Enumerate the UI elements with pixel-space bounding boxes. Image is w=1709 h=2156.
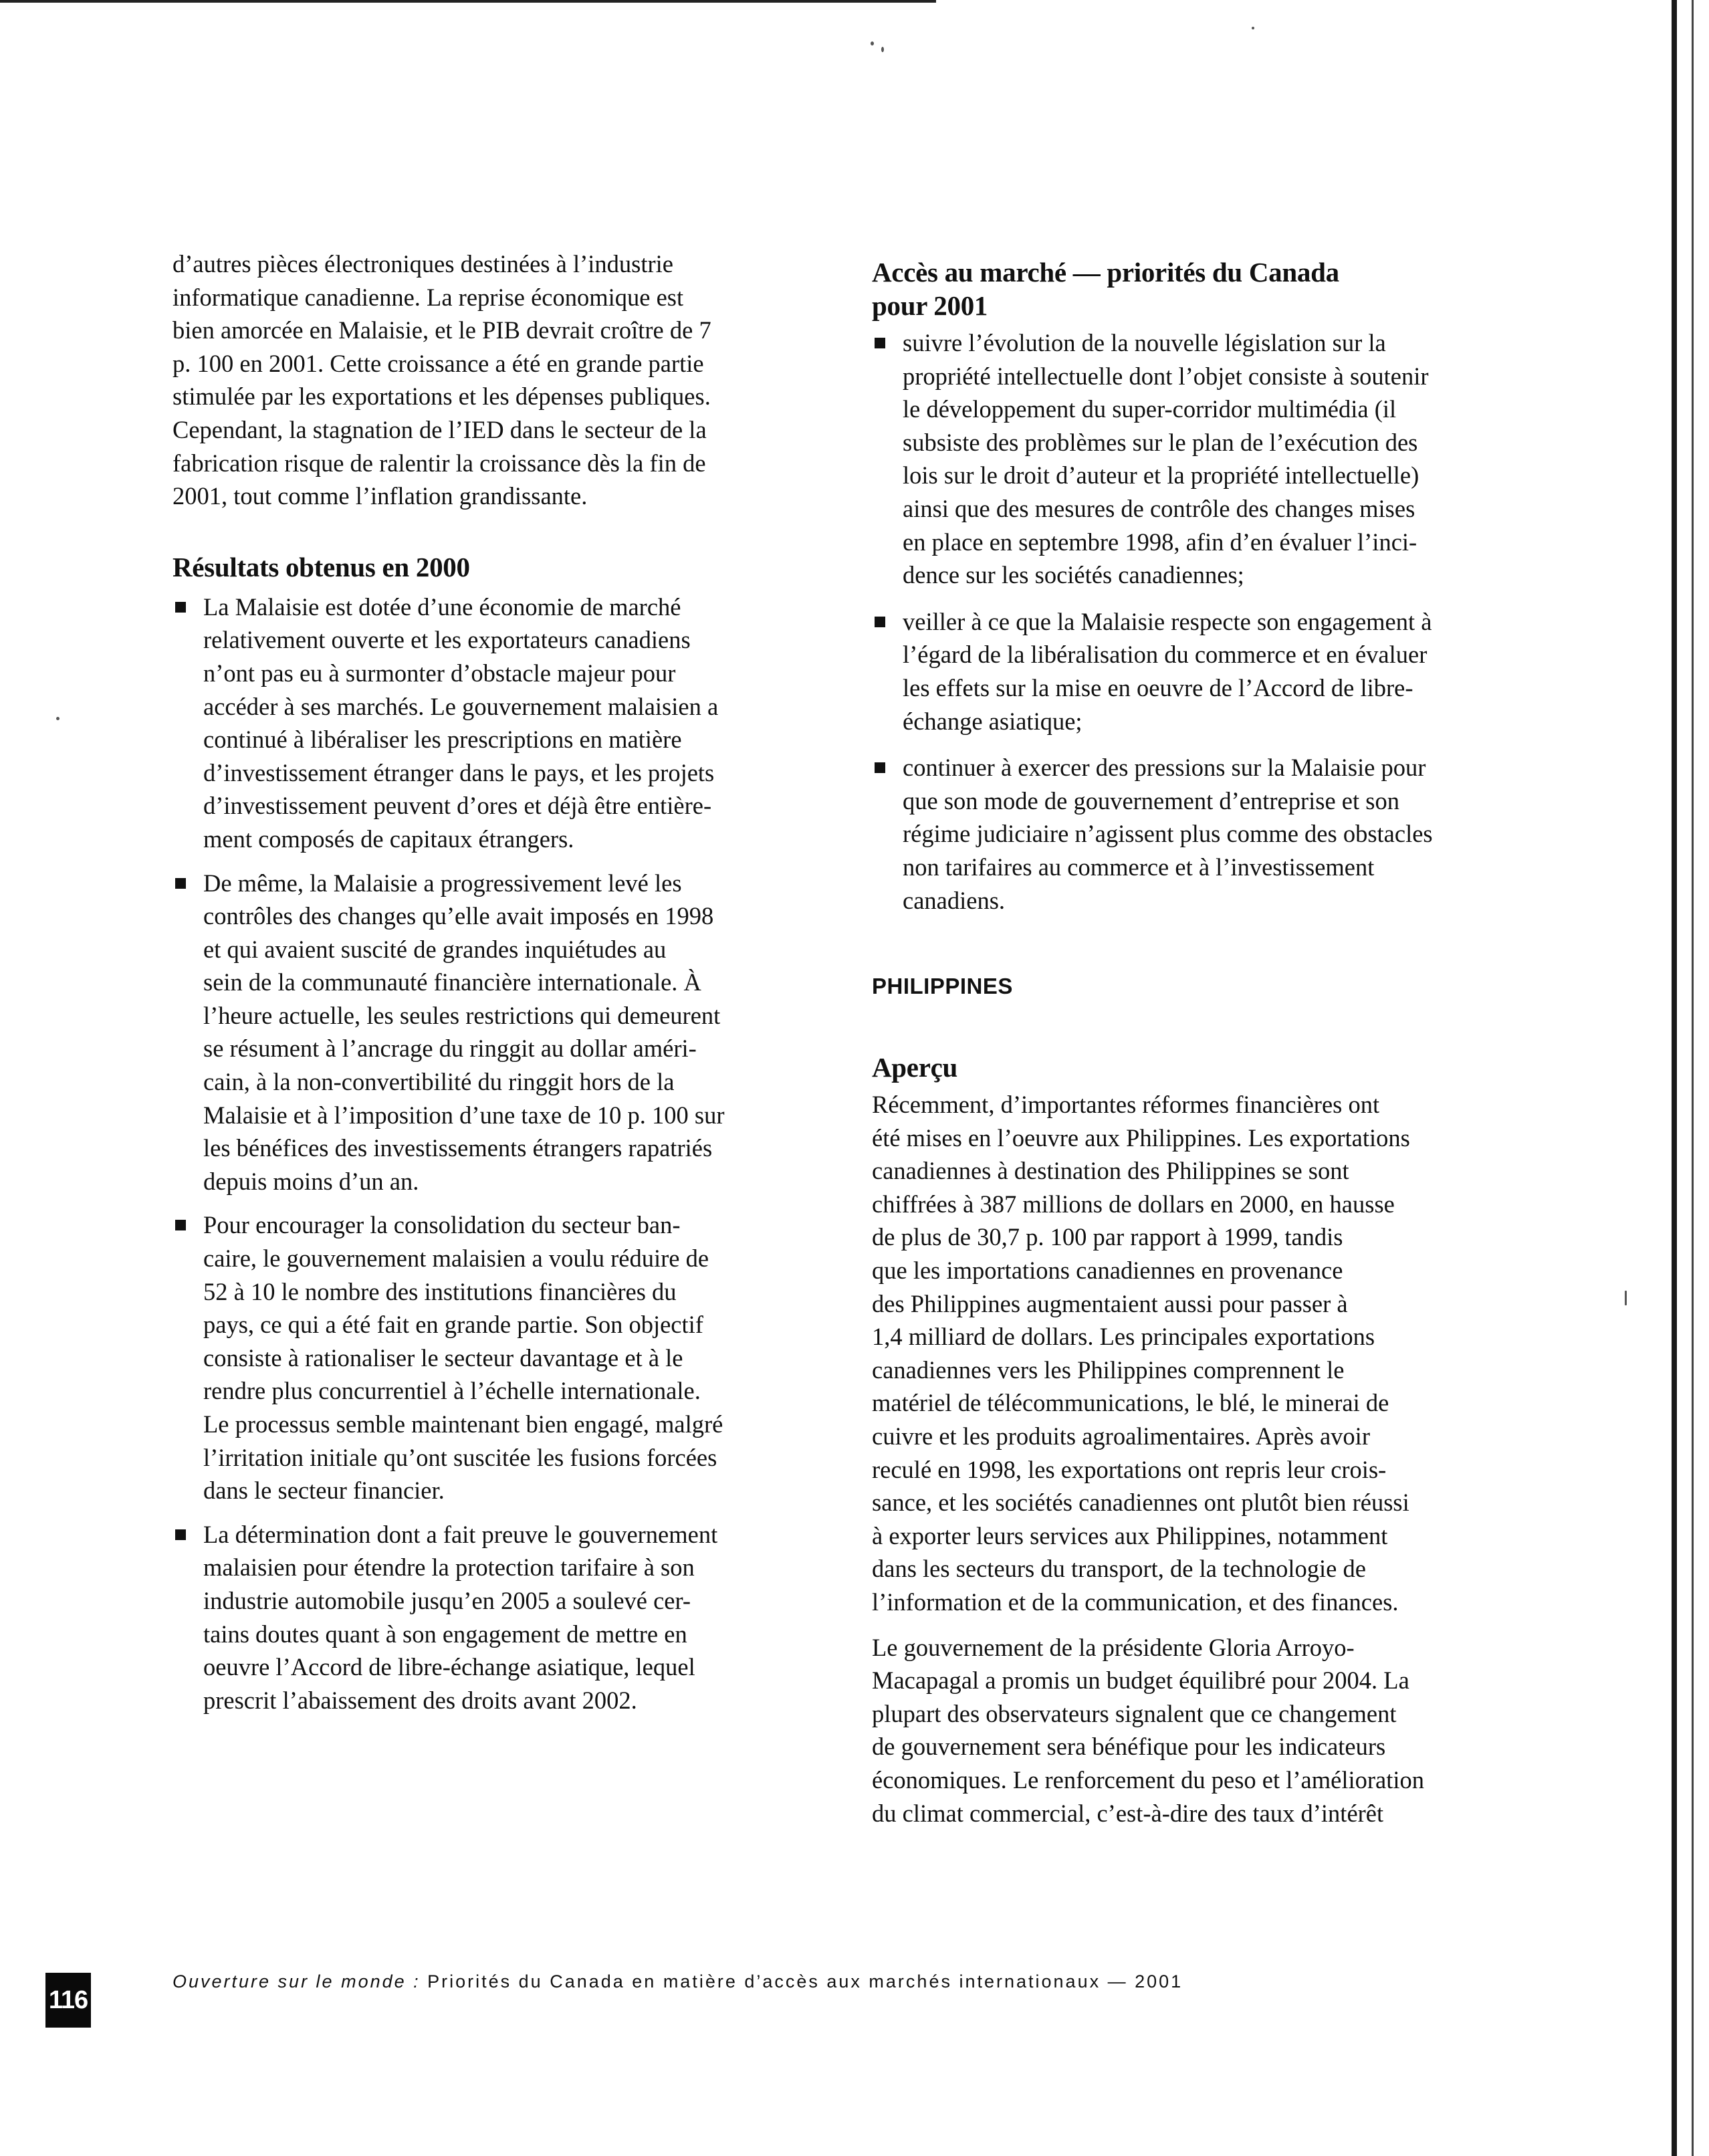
text-line: industrie automobile jusqu’en 2005 a soulevé cer- [203,1586,691,1614]
scan-speck [56,717,60,720]
heading-line: pour 2001 [872,290,988,321]
text-line: économiques. Le renforcement du peso et l’amélioration [872,1765,1425,1794]
text-line: tains doutes quant à son engagement de mettre en [203,1620,687,1648]
text-line: ainsi que des mesures de contrôle des changes mises [903,494,1415,522]
text-line: rendre plus concurrentiel à l’échelle internationale. [203,1377,701,1405]
text-line: Le processus semble maintenant bien engagé, malgré [203,1410,723,1438]
square-bullet-icon [175,1220,186,1230]
footer-title-rest: Priorités du Canada en matière d’accès aux marchés internationaux — 2001 [420,1971,1183,1991]
scan-speck [881,47,884,52]
list-item [173,867,774,1198]
country-heading: PHILIPPINES [872,974,1013,999]
text-line: d’autres pièces électroniques destinées à l’industrie [173,250,673,278]
text-line: cain, à la non-convertibilité du ringgit hors de la [203,1068,675,1096]
text-line: à exporter leurs services aux Philippines, notamment [872,1521,1388,1549]
heading-line: Accès au marché — priorités du Canada [872,257,1339,288]
text-line: sance, et les sociétés canadiennes ont plutôt bien réussi [872,1489,1409,1517]
text-line: depuis moins d’un an. [203,1167,419,1195]
scan-speck [871,41,874,45]
text-line: 2001, tout comme l’inflation grandissante. [173,482,588,510]
text-line: d’investissement peuvent d’ores et déjà être entière- [203,792,712,820]
text-line: été mises en l’oeuvre aux Philippines. Les exportations [872,1123,1410,1152]
text-line: régime judiciaire n’agissent plus comme des obstacles [903,820,1433,848]
text-line: subsiste des problèmes sur le plan de l’exécution des [903,428,1418,456]
text-line: que son mode de gouvernement d’entreprise et son [903,786,1399,815]
text-line: sein de la communauté financière internationale. À [203,968,701,996]
text-line: continuer à exercer des pressions sur la Malaisie pour [903,754,1426,782]
text-line: les bénéfices des investissements étrangers rapatriés [203,1134,713,1162]
text-line: La Malaisie est dotée d’une économie de marché [203,592,681,621]
overview-heading: Aperçu [872,1052,958,1083]
text-line: se résument à l’ancrage du ringgit au dollar améri- [203,1035,697,1063]
text-line: le développement du super-corridor multimédia (il [903,395,1397,423]
text-line: chiffrées à 387 millions de dollars en 2000, en hausse [872,1190,1395,1218]
text-line: l’information et de la communication, et des finances. [872,1588,1399,1616]
text-line: canadiennes à destination des Philippines se sont [872,1157,1349,1185]
square-bullet-icon [875,762,885,773]
text-line: l’égard de la libéralisation du commerce et en évaluer [903,641,1428,669]
list-item [872,605,1487,738]
text-line: d’investissement étranger dans le pays, et les projets [203,758,715,786]
text-line: Récemment, d’importantes réformes financières ont [872,1091,1380,1119]
square-bullet-icon [175,1529,186,1540]
text-line: informatique canadienne. La reprise économique est [173,283,684,311]
text-line: plupart des observateurs signalent que ce changement [872,1699,1397,1727]
text-line: ment composés de capitaux étrangers. [203,825,574,853]
market-access-heading [872,255,1487,322]
text-line: accéder à ses marchés. Le gouvernement malaisien a [203,692,719,720]
text-line: matériel de télécommunications, le blé, le minerai de [872,1389,1389,1417]
right-column [872,247,1487,1830]
text-line: dans les secteurs du transport, de la technologie de [872,1555,1366,1583]
text-line: que les importations canadiennes en provenance [872,1257,1343,1285]
scan-speck [1252,27,1254,29]
text-line: Pour encourager la consolidation du secteur ban- [203,1211,681,1239]
top-rule [0,0,936,3]
list-item [872,326,1487,592]
text-line: lois sur le droit d’auteur et la propriété intellectuelle) [903,461,1419,490]
text-line: 52 à 10 le nombre des institutions financières du [203,1277,677,1305]
text-line: cuivre et les produits agroalimentaires. Après avoir [872,1422,1370,1450]
text-line: et qui avaient suscité de grandes inquiétudes au [203,935,667,963]
text-line: dence sur les sociétés canadiennes; [903,561,1244,589]
results-heading: Résultats obtenus en 2000 [173,551,470,582]
text-line: reculé en 1998, les exportations ont repris leur crois- [872,1455,1387,1483]
text-line: Cependant, la stagnation de l’IED dans le secteur de la [173,415,707,443]
scan-speck [1625,1291,1627,1305]
square-bullet-icon [175,602,186,613]
list-item [872,751,1487,917]
text-line: les effets sur la mise en oeuvre de l’Accord de libre- [903,673,1413,702]
scan-edge [1672,0,1677,2156]
text-line: 1,4 milliard de dollars. Les principales exportations [872,1323,1375,1351]
government-paragraph [872,1631,1487,1830]
square-bullet-icon [875,338,885,348]
text-line: p. 100 en 2001. Cette croissance a été en grande partie [173,349,704,377]
square-bullet-icon [175,878,186,889]
text-line: de plus de 30,7 p. 100 par rapport à 1999, tandis [872,1223,1343,1251]
text-line: canadiennes vers les Philippines comprennent le [872,1356,1345,1384]
text-line: l’irritation initiale qu’ont suscitée les fusions forcées [203,1443,717,1471]
text-line: caire, le gouvernement malaisien a voulu réduire de [203,1245,709,1273]
text-line: dans le secteur financier. [203,1477,445,1505]
text-line: canadiens. [903,886,1006,914]
text-line: pays, ce qui a été fait en grande partie. Son objectif [203,1311,703,1339]
running-footer [173,1971,1470,1992]
text-line: prescrit l’abaissement des droits avant 2002. [203,1686,637,1714]
square-bullet-icon [875,617,885,627]
scan-edge-thin [1692,0,1694,2156]
text-line: malaisien pour étendre la protection tarifaire à son [203,1553,695,1582]
text-line: Malaisie et à l’imposition d’une taxe de 10 p. 100 sur [203,1101,725,1129]
text-line: l’heure actuelle, les seules restrictions qui demeurent [203,1001,721,1029]
text-line: des Philippines augmentaient aussi pour passer à [872,1289,1348,1317]
text-line: La détermination dont a fait preuve le gouvernement [203,1520,718,1548]
list-item [173,1518,774,1717]
text-line: non tarifaires au commerce et à l’investissement [903,853,1375,881]
text-line: contrôles des changes qu’elle avait imposés en 1998 [203,902,714,930]
page-number: 116 [45,1973,91,2028]
footer-title-italic: Ouverture sur le monde : [173,1971,421,1991]
list-item [173,590,774,856]
text-line: propriété intellectuelle dont l’objet consiste à soutenir [903,362,1429,390]
text-line: de gouvernement sera bénéfique pour les indicateurs [872,1733,1386,1761]
list-item [173,1208,774,1507]
intro-paragraph [173,247,774,513]
text-line: bien amorcée en Malaisie, et le PIB devrait croître de 7 [173,316,711,344]
text-line: en place en septembre 1998, afin d’en évaluer l’inci- [903,528,1417,556]
text-line: De même, la Malaisie a progressivement levé les [203,869,682,897]
text-line: relativement ouverte et les exportateurs canadiens [203,626,691,654]
text-line: veiller à ce que la Malaisie respecte son engagement à [903,607,1432,635]
text-line: oeuvre l’Accord de libre-échange asiatique, lequel [203,1653,695,1681]
text-line: continué à libéraliser les prescriptions en matière [203,726,682,754]
text-line: du climat commercial, c’est-à-dire des taux d’intérêt [872,1799,1384,1827]
text-line: suivre l’évolution de la nouvelle législation sur la [903,329,1386,356]
results-list [173,590,774,1717]
text-line: Macapagal a promis un budget équilibré pour 2004. La [872,1666,1409,1695]
left-column [173,247,774,1717]
text-line: Le gouvernement de la présidente Gloria Arroyo- [872,1633,1355,1661]
text-line: consiste à rationaliser le secteur davantage et à le [203,1343,683,1372]
text-line: fabrication risque de ralentir la croissance dès la fin de [173,449,706,477]
text-line: stimulée par les exportations et les dépenses publiques. [173,383,711,411]
priorities-list [872,326,1487,917]
text-line: n’ont pas eu à surmonter d’obstacle majeur pour [203,659,676,687]
text-line: échange asiatique; [903,707,1083,735]
overview-paragraph [872,1088,1487,1619]
